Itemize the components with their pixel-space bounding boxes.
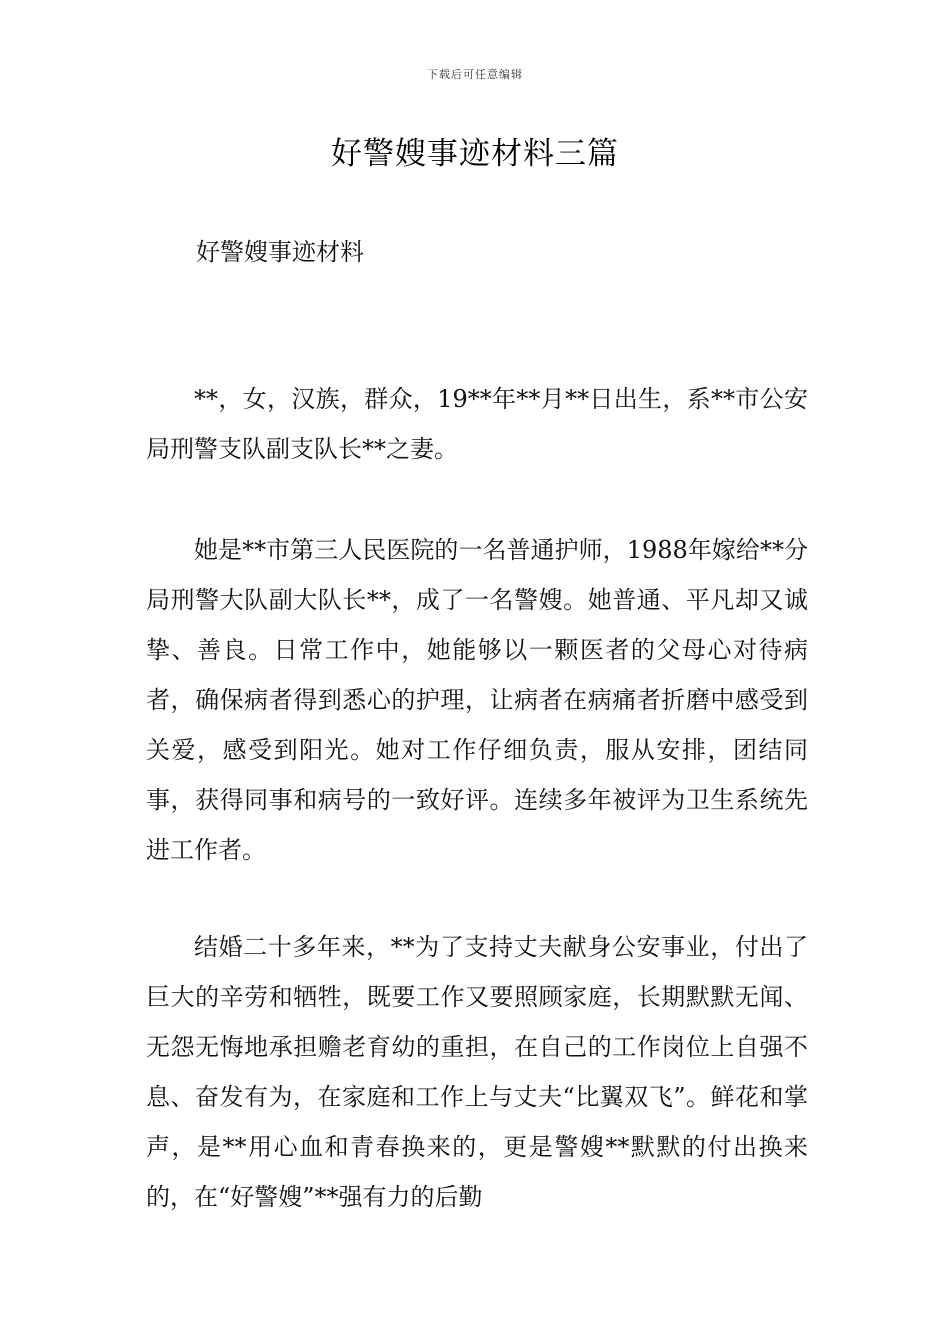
header-note: 下载后可任意编辑 (427, 68, 523, 81)
paragraph-2: 她是**市第三人民医院的一名普通护师，1988年嫁给**分局刑警大队副大队长**，成了一名警嫂。她普通、平凡却又诚挚、善良。日常工作中，她能够以一颗医者的父母心对待病者，确保病者得到悉心的护理，让病者在病痛者折磨中感受到关爱，感受到阳光。她对工作仔细负责，服从安排，团结同事，获得同事和病号的一致好评。连续多年被评为卫生系统先进工作者。 (146, 536, 808, 864)
paragraph-3: 结婚二十多年来，**为了支持丈夫献身公安事业，付出了巨大的辛劳和牺牲，既要工作又要照顾家庭，长期默默无闻、无怨无悔地承担赡老育幼的重担，在自己的工作岗位上自强不息、奋发有为，在家庭和工作上与丈夫“比翼双飞”。鲜花和掌声，是**用心血和青春换来的，更是警嫂**默默的付出换来的，在“好警嫂”**强有力的后勤 (146, 933, 808, 1211)
document-subtitle: 好警嫂事迹材料 (196, 238, 364, 266)
paragraph-1: **，女，汉族，群众，19**年**月**日出生，系**市公安局刑警支队副支队长**之妻。 (146, 385, 808, 463)
document-title: 好警嫂事迹材料三篇 (331, 136, 619, 172)
